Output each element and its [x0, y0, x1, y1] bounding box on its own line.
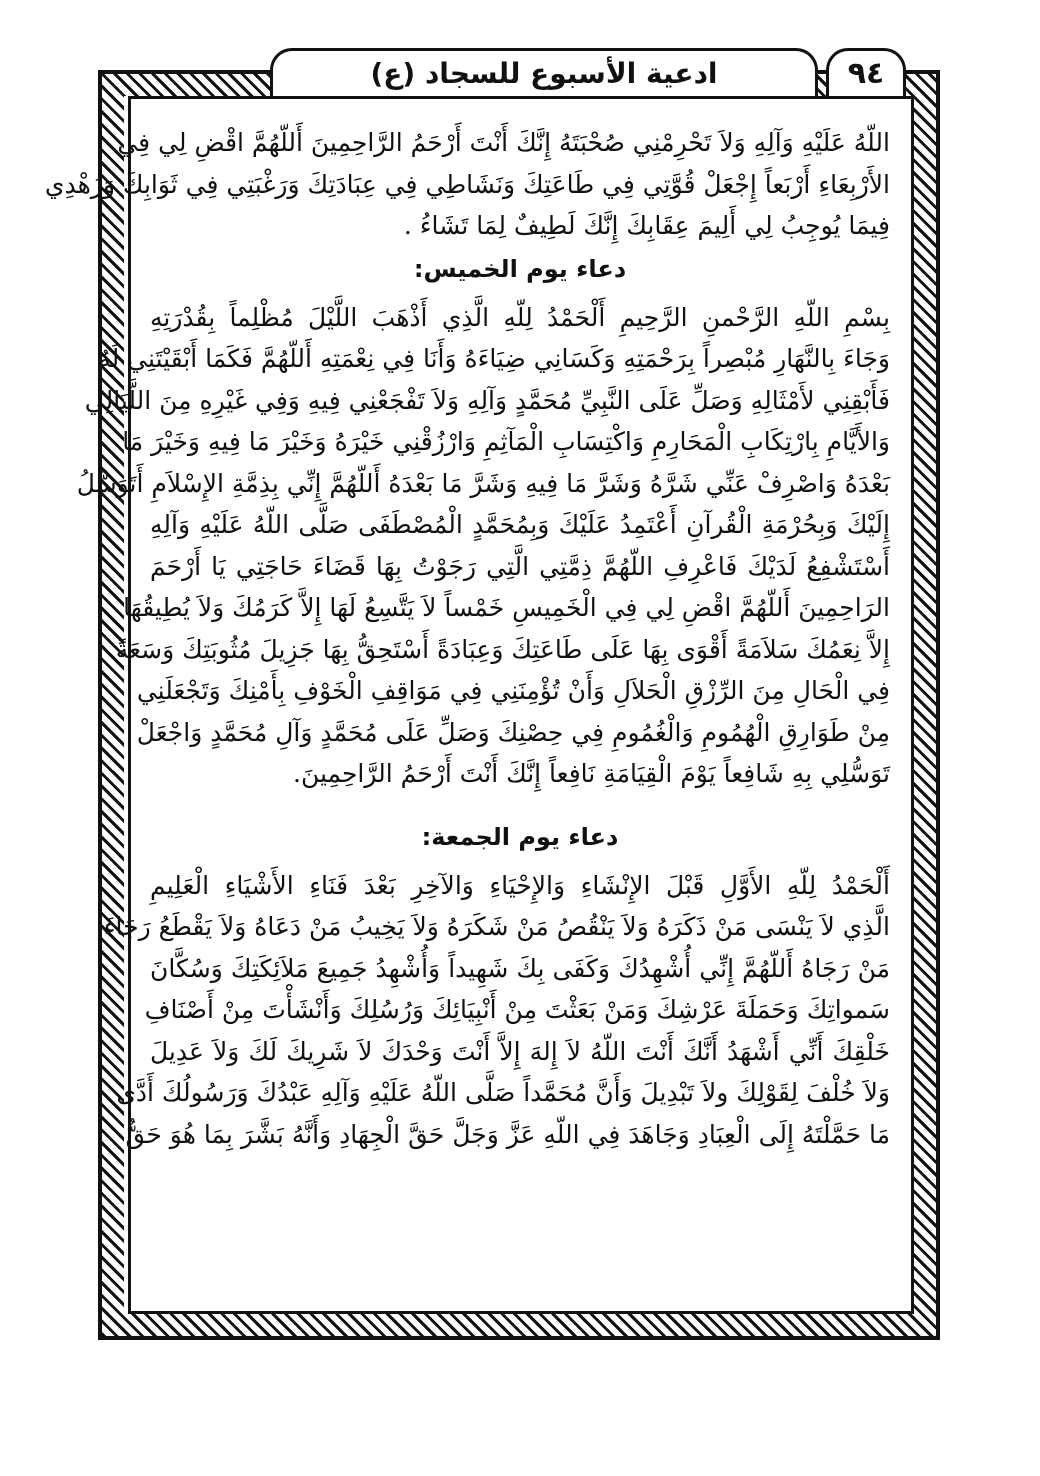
- text-line: مِنْ طَوَارِقِ الْهُمُومِ وَالْغُمُومِ فِي حِصْنِكَ وَصَلِّ عَلَى مُحَمَّدٍ وَآلِ مُحَمَّدٍ وَاجْعَلْ: [136, 717, 890, 747]
- text-line: مَا حَمَّلْتَهُ إِلَى الْعِبَادِ وَجَاهَدَ فِي اللّهِ عَزَّ وَجَلَّ حَقَّ الْجِهَادِ وَأَنَّهُ بَشَّرَ بِمَا هُوَ حَقٌّ: [125, 1119, 890, 1149]
- text-line: أَسْتَشْفِعُ لَدَيْكَ فَاعْرِفِ اللّهُمَّ ذِمَّتِي الَّتِي رَجَوْتُ بِهَا قَضَاءَ حَاجَتِي يَا أَرْحَمَ: [150, 551, 890, 581]
- text-line: الَّذِي لاَ يَنْسَى مَنْ ذَكَرَهُ وَلاَ يَنْقُصُ مَنْ شَكَرَهُ وَلاَ يَخِيبُ مَنْ دَعَاهُ وَلاَ يَقْطَعُ رَجَاءَ: [103, 912, 890, 941]
- header-title-box: [270, 48, 818, 96]
- wednesday-prayer-ending: [44, 122, 890, 247]
- page-number: ٩٤: [847, 56, 885, 91]
- thursday-prayer: [76, 297, 890, 795]
- text-line: تَوَسُّلِي بِهِ شَافِعاً يَوْمَ الْقِيَامَةِ نَافِعاً إِنَّكَ أَنْتَ أَرْحَمُ الرَّاحِمِينَ.: [293, 759, 890, 788]
- section-heading-friday: دعاء يوم الجمعة:: [421, 822, 619, 851]
- text-line: الأَرْبِعَاءِ أَرْبَعاً إِجْعَلْ قُوَّتِي فِي طَاعَتِكَ وَنَشَاطِي فِي عِبَادَتِكَ وَرَغْبَتِي فِي ثَوَابِكَ وَزُهْدِي: [44, 169, 890, 199]
- text-body: [44, 122, 890, 1155]
- text-line: إِلاَّ نِعَمُكَ سَلاَمَةً أَقْوَى بِهَا عَلَى طَاعَتِكَ وَعِبَادَةً أَسْتَحِقُّ بِهَا جَزِيلَ مُثُوبَتِكَ وَسَعَةً: [115, 634, 890, 664]
- text-line: اللّهُ عَلَيْهِ وَآلِهِ وَلاَ تَحْرِمْنِي صُحْبَتَهُ إِنَّكَ أَنْتَ أَرْحَمُ الرَّاحِمِينَ أَللّهُمَّ اقْضِ لِي فِي: [117, 128, 890, 157]
- text-line: فِيمَا يُوجِبُ لِي أَلِيمَ عِقَابِكَ إِنَّكَ لَطِيفٌ لِمَا تَشَاءُ .: [403, 211, 890, 240]
- text-line: إِلَيْكَ وَبِحُرْمَةِ الْقُرآنِ أَعْتَمِدُ عَلَيْكَ وَبِمُحَمَّدٍ الْمُصْطَفَى صَلَّى اللّهُ عَلَيْهِ وَآلِهِ: [150, 510, 890, 539]
- text-line: وَلاَ خُلْفَ لِقَوْلِكَ ولاَ تَبْدِيلَ وَأَنَّ مُحَمَّداً صَلَّى اللّهُ عَلَيْهِ وَآلِهِ عَبْدُكَ وَرَسُولُكَ أَدَّى: [116, 1078, 890, 1107]
- text-line: وَجَاءَ بِالنَّهَارِ مُبْصِراً بِرَحْمَتِهِ وَكَسَانِي ضِيَاءَهُ وَأَنَا فِي نِعْمَتِهِ أَللّهُمَّ فَكَمَا أَبْقَيْتَنِي لَهُ: [98, 344, 890, 373]
- text-line: خَلْقِكَ أَنِّي أَشْهَدُ أَنَّكَ أَنْتَ اللّهُ لاَ إِلهَ إِلاَّ أَنْتَ وَحْدَكَ لاَ شَرِيكَ لَكَ وَلاَ عَدِيلَ: [150, 1036, 890, 1066]
- header-title: ادعية الأسبوع للسجاد (ع): [370, 57, 718, 90]
- text-line: فَأَبْقِنِي لأَمْثَالِهِ وَصَلِّ عَلَى النَّبِيِّ مُحَمَّدٍ وَآلِهِ وَلاَ تَفْجَعْنِي فِيهِ وَفِي غَيْرِهِ مِنَ اللَّيَالِي: [84, 385, 890, 415]
- text-line: بَعْدَهُ وَاصْرِفْ عَنِّي شَرَّهُ وَشَرَّ مَا فِيهِ وَشَرَّ مَا بَعْدَهُ أَللّهُمَّ إِنِّي بِذِمَّةِ الإِسْلاَمِ أَتَوَسَّلُ: [76, 468, 890, 498]
- text-line: فِي الْحَالِ مِنَ الرِّزْقِ الْحَلاَلِ وَأَنْ تُؤْمِنَنِي فِي مَوَاقِفِ الْخَوْفِ بِأَمْنِكَ وَتَجْعَلَنِي: [136, 676, 890, 705]
- text-line: أَلْحَمْدُ لِلّهِ الأَوَّلِ قَبْلَ الإِنْشَاءِ وَالإِحْيَاءِ وَالآخِرِ بَعْدَ فَنَاءِ الأَشْيَاءِ الْعَلِيمِ: [150, 870, 890, 900]
- text-line: الرَاحِمِينَ أَللّهُمَّ اقْضِ لِي فِي الْخَمِيسِ خَمْساً لاَ يَتَّسِعُ لَهَا إِلاَّ كَرَمُكَ وَلاَ يُطِيقُهَا: [123, 593, 890, 622]
- text-line: مَنْ رَجَاهُ أَللّهُمَّ إِنِّي أُشْهِدُكَ وَكَفَى بِكَ شَهِيداً وَأُشْهِدُ جَمِيعَ مَلاَئِكَتِكَ وَسُكَّانَ: [150, 953, 890, 983]
- text-line: بِسْمِ اللّهِ الرَّحْمنِ الرَّحِيمِ أَلْحَمْدُ لِلّهِ الَّذِي أَذْهَبَ اللَّيْلَ مُظْلِماً بِقُدْرَتِهِ: [150, 302, 890, 332]
- page-number-box: [826, 48, 906, 96]
- friday-prayer: [103, 865, 890, 1156]
- text-line: وَالأَيَّامِ بِارْتِكَابِ الْمَحَارِمِ وَاكْتِسَابِ الْمَآثِمِ وَارْزُقْنِي خَيْرَهُ وَخَيْرَ مَا فِيهِ وَخَيْرَ مَا: [122, 427, 890, 456]
- text-line: سَمواتِكَ وَحَمَلَةَ عَرْشِكَ وَمَنْ بَعَثْتَ مِنْ أَنْبِيَائِكَ وَرُسُلِكَ وَأَنْشَأْتَ مِنْ أَصْنَافِ: [144, 995, 890, 1024]
- section-heading-thursday: دعاء يوم الخميس:: [413, 254, 627, 283]
